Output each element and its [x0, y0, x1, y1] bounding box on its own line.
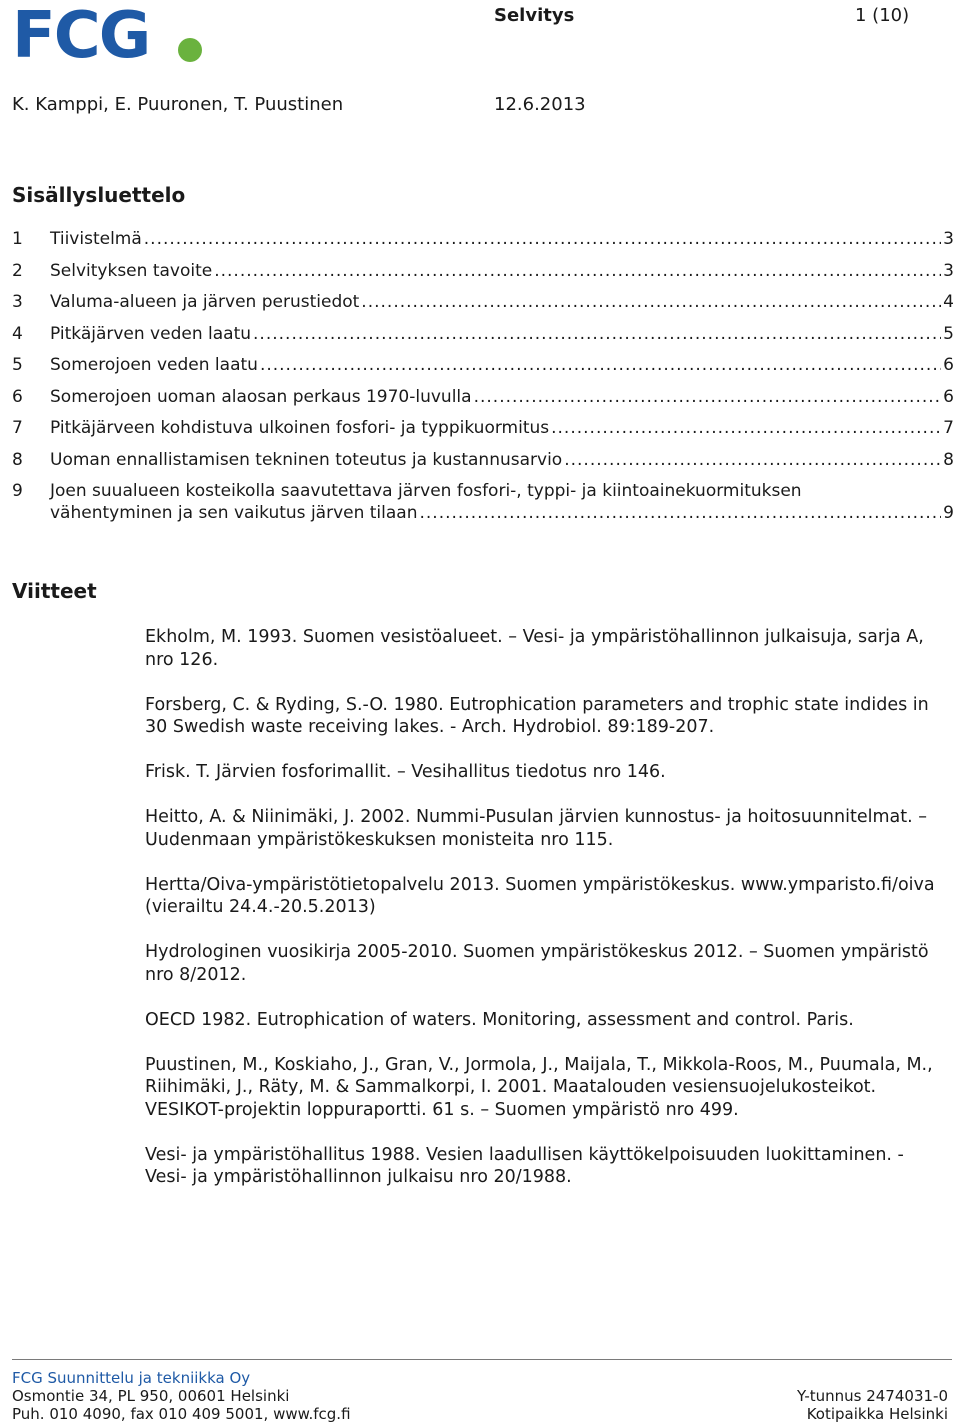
- reference-item: Puustinen, M., Koskiaho, J., Gran, V., Jormola, J., Maijala, T., Mikkola-Roos, M., Puumala, M., Riihimäki, J., Räty, M. & Sammalkorpi, I. 2001. Maatalouden vesiensuojelukosteikot. VESIKOT-projektin loppuraportti. 61 s. – Suomen ympäristö nro 499.: [145, 1054, 933, 1120]
- toc-item-title: Pitkäjärveen kohdistuva ulkoinen fosfori- ja typpikuormitus: [50, 418, 550, 438]
- toc-item-title-continued: vähentyminen ja sen vaikutus järven tilaan: [50, 503, 418, 523]
- reference-item: Hertta/Oiva-ympäristötietopalvelu 2013. Suomen ympäristökeskus. www.ymparisto.fi/oiva (vierailtu 24.4.-20.5.2013): [145, 874, 935, 917]
- toc-item-number: 3: [12, 292, 23, 312]
- reference-item: Heitto, A. & Niinimäki, J. 2002. Nummi-Pusulan järvien kunnostus- ja hoitosuunnitelmat. – Uudenmaan ympäristökeskuksen monisteita nro 115.: [145, 807, 927, 850]
- toc-leader-dots: [260, 354, 941, 376]
- toc-leader-dots: [361, 291, 941, 313]
- footer-business-id: Y-tunnus 2474031-0: [796, 1387, 948, 1405]
- toc-item-title: Selvityksen tavoite: [50, 260, 213, 281]
- toc-leader-dots: [474, 386, 942, 408]
- fcg-logo: [12, 0, 150, 73]
- toc-item-page: 6: [943, 355, 954, 375]
- references-heading: Viitteet: [12, 579, 97, 603]
- footer-company: FCG Suunnittelu ja tekniikka Oy: [12, 1369, 251, 1387]
- toc-item-number: 1: [12, 229, 23, 249]
- toc-item-page: 5: [943, 323, 954, 344]
- toc-item-page: 6: [943, 386, 954, 407]
- reference-item: Frisk. T. Järvien fosforimallit. – Vesihallitus tiedotus nro 146.: [145, 762, 666, 782]
- footer-contact: Puh. 010 4090, fax 010 409 5001, www.fcg.fi: [12, 1405, 351, 1423]
- toc-item-title: Tiivistelmä: [50, 229, 142, 249]
- toc-item-number: 4: [12, 323, 23, 344]
- reference-item: Vesi- ja ympäristöhallitus 1988. Vesien laadullisen käyttökelpoisuuden luokittaminen. - Vesi- ja ympäristöhallinnon julkaisu nro 20/1988.: [145, 1144, 904, 1187]
- toc-item-title: Pitkäjärven veden laatu: [50, 323, 252, 344]
- toc-item[interactable]: [12, 449, 954, 481]
- toc-item-page: 4: [943, 292, 954, 312]
- toc-item-title: Joen suualueen kosteikolla saavutettava järven fosfori-, typpi- ja kiintoainekuormituksen: [50, 481, 802, 501]
- toc-heading: Sisällysluettelo: [12, 183, 186, 207]
- toc-item-title: Somerojoen uoman alaosan perkaus 1970-luvulla: [50, 386, 472, 407]
- reference-item: Ekholm, M. 1993. Suomen vesistöalueet. – Vesi- ja ympäristöhallinnon julkaisuja, sarja A, nro 126.: [145, 627, 924, 670]
- reference-list: [145, 626, 935, 1211]
- toc-item-number: 6: [12, 386, 23, 407]
- page-number: 1 (10): [855, 5, 910, 26]
- toc-item[interactable]: [12, 417, 954, 449]
- toc-item[interactable]: [12, 386, 954, 418]
- toc-item-number: 5: [12, 355, 23, 375]
- toc-leader-dots: [564, 449, 941, 471]
- toc-item-title: Somerojoen veden laatu: [50, 355, 258, 375]
- toc-leader-dots: [253, 323, 941, 345]
- footer-domicile: Kotipaikka Helsinki: [806, 1405, 948, 1423]
- toc-item-number: 8: [12, 449, 23, 470]
- toc-item[interactable]: [12, 228, 954, 260]
- toc-item[interactable]: [12, 260, 954, 292]
- toc-item-page: 3: [943, 229, 954, 249]
- document-date: 12.6.2013: [494, 94, 586, 115]
- toc-item-page: 8: [943, 449, 954, 470]
- toc-item[interactable]: [12, 291, 954, 323]
- toc-item-number: 7: [12, 418, 23, 438]
- toc-leader-dots: [551, 417, 941, 439]
- toc-item-page: 7: [943, 418, 954, 438]
- toc-item-title: Uoman ennallistamisen tekninen toteutus ja kustannusarvio: [50, 449, 563, 470]
- toc-item[interactable]: [12, 354, 954, 386]
- toc-leader-dots: [420, 502, 942, 524]
- toc-item-number: 9: [12, 481, 23, 501]
- footer-address: Osmontie 34, PL 950, 00601 Helsinki: [12, 1387, 290, 1405]
- document-type: Selvitys: [494, 5, 575, 26]
- table-of-contents: [12, 228, 954, 534]
- toc-item-page: 9: [943, 503, 954, 523]
- reference-item: Forsberg, C. & Ryding, S.-O. 1980. Eutrophication parameters and trophic state indides in 30 Swedish waste receiving lakes. - Arch. Hydrobiol. 89:189-207.: [145, 694, 929, 737]
- toc-item[interactable]: [12, 480, 954, 534]
- toc-item-title: Valuma-alueen ja järven perustiedot: [50, 292, 360, 312]
- reference-item: OECD 1982. Eutrophication of waters. Monitoring, assessment and control. Paris.: [145, 1009, 854, 1030]
- logo-text: FCG: [12, 0, 150, 73]
- logo-dot-icon: [178, 38, 202, 62]
- reference-item: Hydrologinen vuosikirja 2005-2010. Suomen ympäristökeskus 2012. – Suomen ympäristö nro 8/2012.: [145, 942, 929, 985]
- toc-item-page: 3: [943, 260, 954, 281]
- toc-item-number: 2: [12, 260, 23, 281]
- toc-leader-dots: [144, 228, 941, 250]
- authors: K. Kamppi, E. Puuronen, T. Puustinen: [12, 94, 344, 115]
- footer-divider: [12, 1359, 952, 1360]
- toc-item[interactable]: [12, 323, 954, 355]
- toc-leader-dots: [214, 260, 941, 282]
